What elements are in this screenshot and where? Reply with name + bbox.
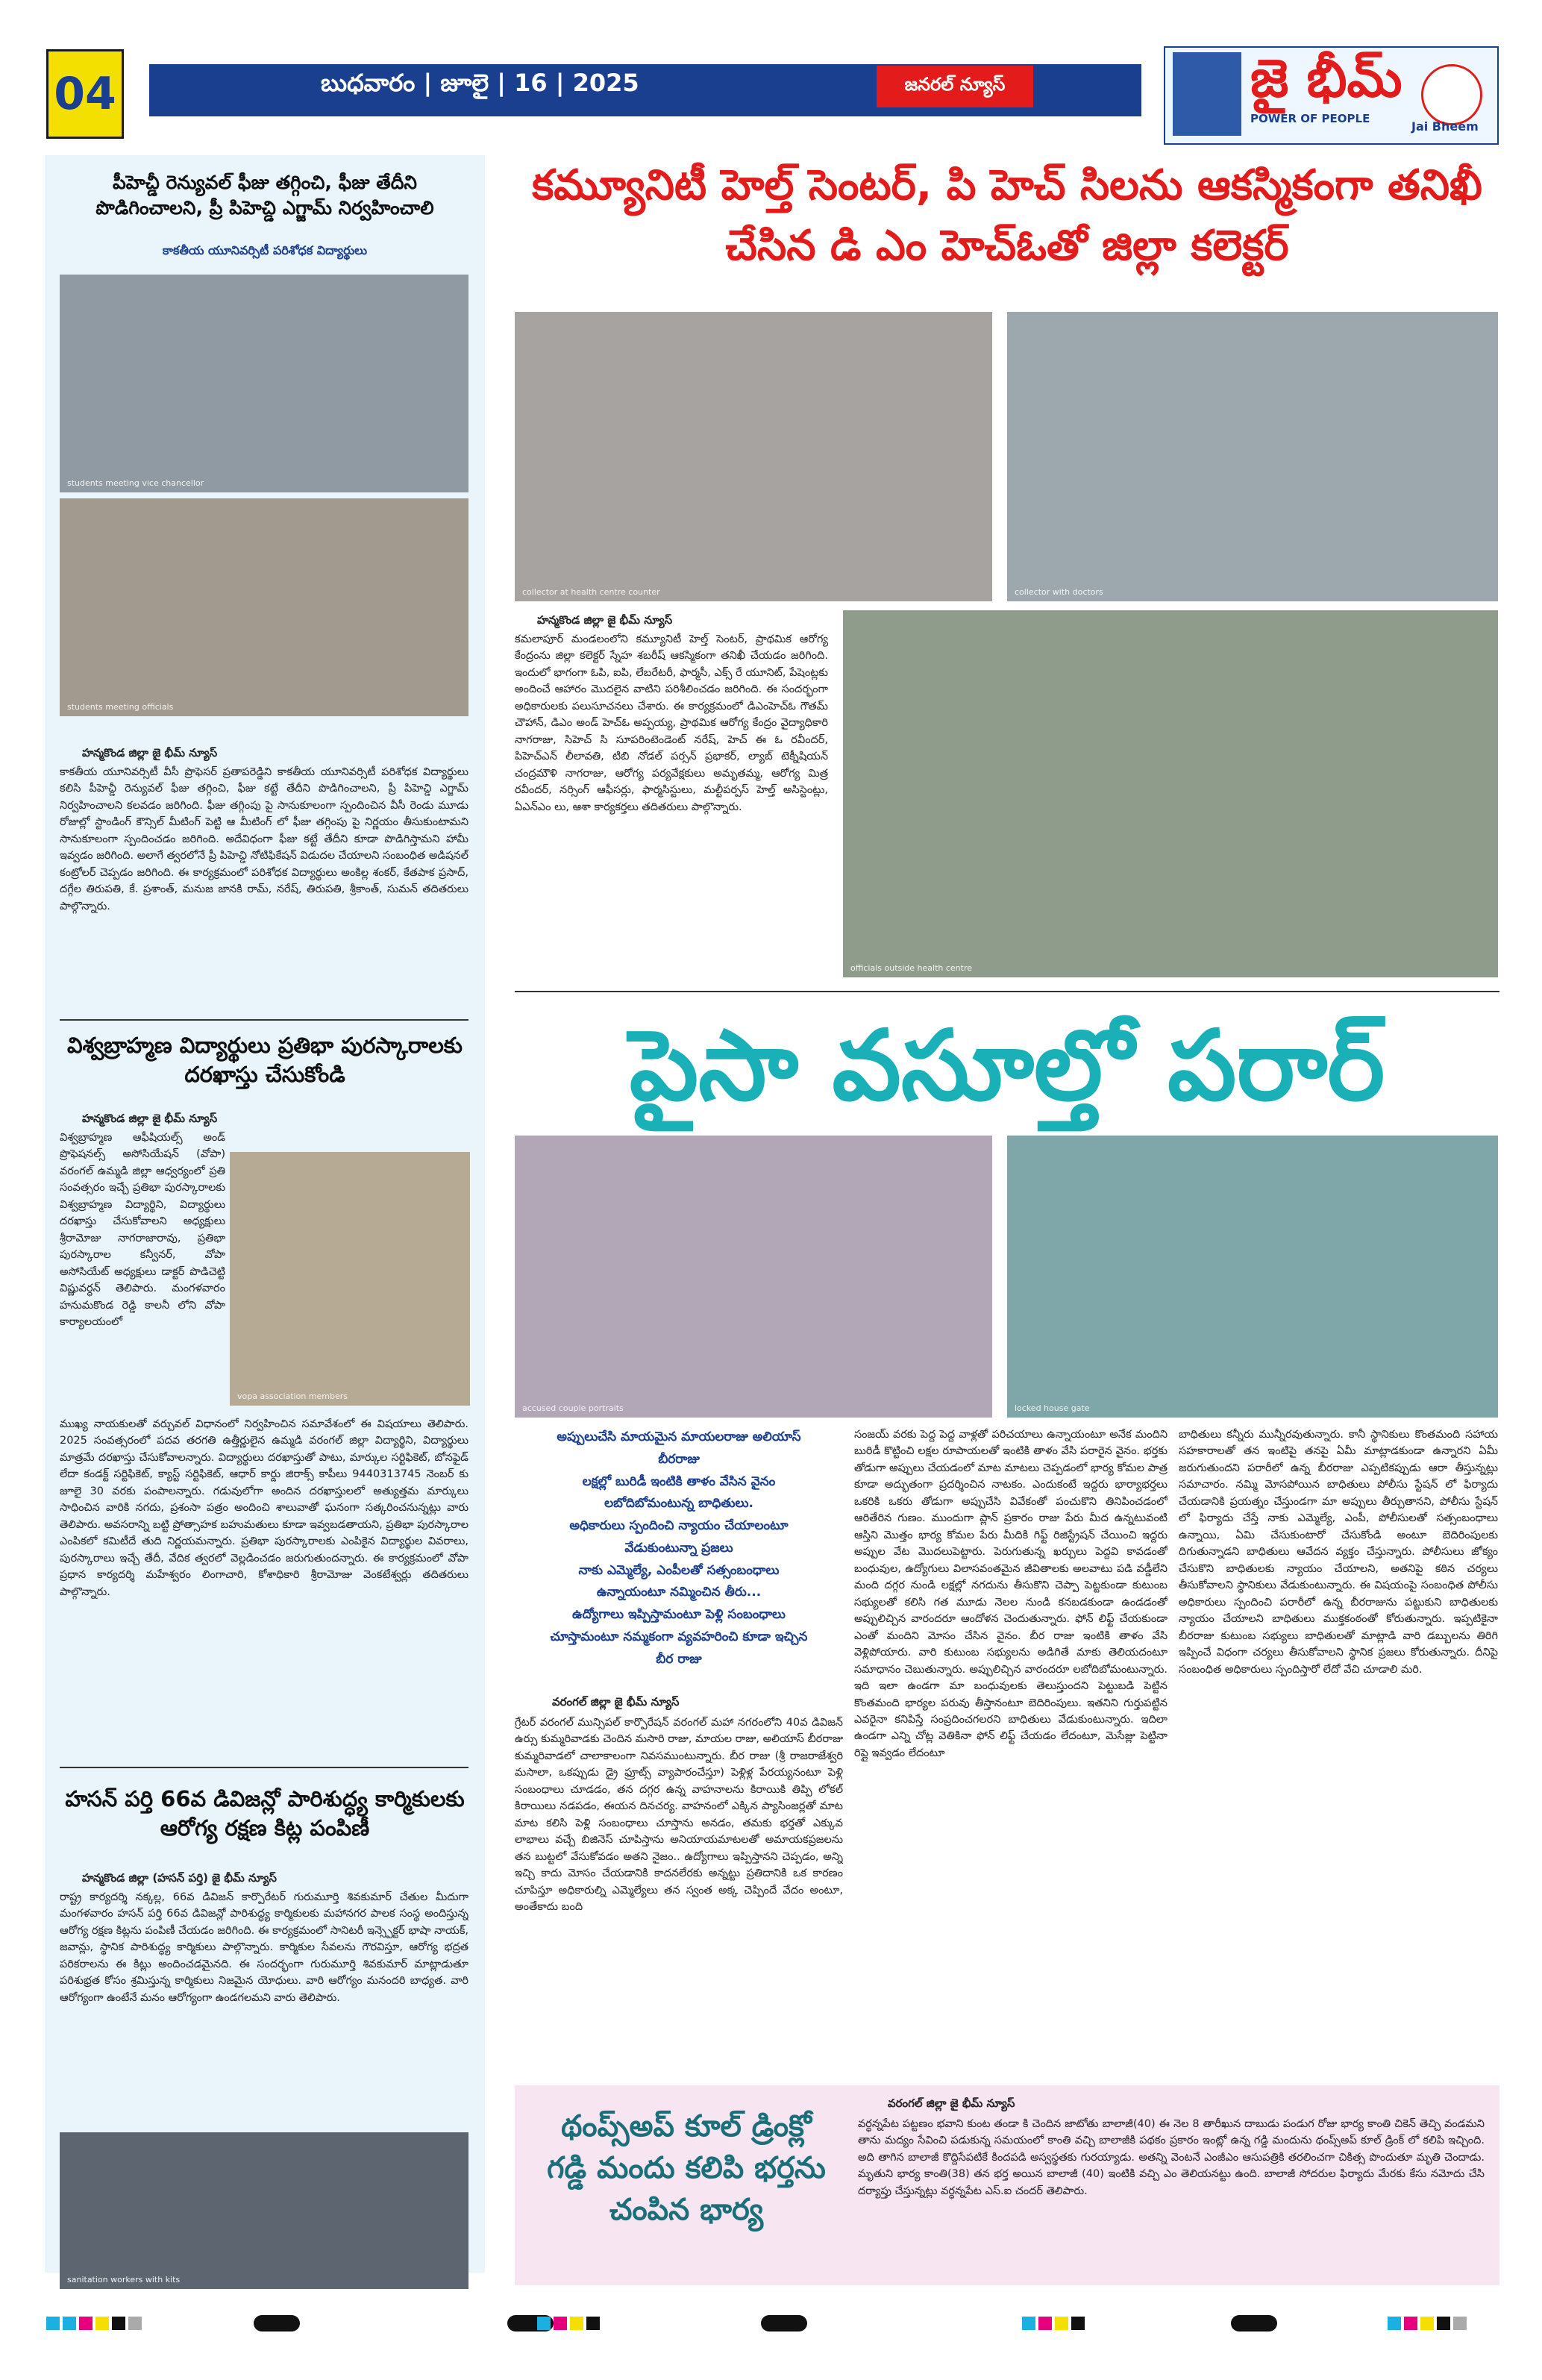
big-body-col3: బాధితులు కన్నీరు మున్నీరవుతున్నారు. కానీ స్థానికులు కొంతమంది సహాయ సహకారాలతో తన ఇంటిపై తనపై ఏమీ మాట్లాడకుండా ఉన్నారని ఏమీ జరుగుతుందని పరారీలో ఉన్న బీరరాజు ఎప్పటికప్పుడు ఆరా తీస్తున్నట్లు సమాచారం. నమ్మి మోసపోయిన బాధితులు పోలీసు స్టేషన్ లో ఫిర్యాదు చేయడానికి ప్రయత్నం చేస్తుండగా మా అప్పులు తీర్చుతానని, పోలీసు స్టేషన్ లో ఫిర్యాదు చేస్తే నాకు ఎమ్మెల్యే, ఎంపీ, పోలీసులతో సత్సంబంధాలు ఉన్నాయి, ఏమి చేసుకుంటారో చేసుకోండి అంటూ బెదిరింపులకు దిగుతున్నాడని బాధితులు ఆవేదన వ్యక్తం చేస్తున్నారు. పోలీసులు జోక్యం చేసుకొని బాధితులకు న్యాయం చేయాలని, అతనిపై కఠిన చర్యలు తీసుకోవాలని స్థానికులు వేడుకుంటున్నారు. ఈ విషయంపై సంబంధిత పోలీసు అధికారులు స్పందించి పరారీలో ఉన్న బీరరాజును పట్టుకుని బాధితులకు న్యాయం చేయాలని బాధితులు ముక్తకంఠంతో కోరుతున్నారు. ఇప్పటికైనా బీరరాజు కుటుంబ సభ్యులు బాధితులతో మాట్లాడి వారి డబ్బులను తిరిగి ఇప్పించే విధంగా చర్యలు తీసుకోవాలని స్థానిక ప్రజలు కోరుతున్నారు. దీనిపై సంబంధిత అధికారులు స్పందిస్తారో లేదో వేచి చూడాలి మరి. bbox=[1179, 1429, 1498, 1676]
page-number: 04 bbox=[46, 49, 124, 139]
regmark-magenta bbox=[1404, 2317, 1417, 2330]
regmark-magenta bbox=[79, 2317, 93, 2330]
logo-icon bbox=[1421, 64, 1482, 125]
bottom-headline: థంప్స్అప్ కూల్ డ్రింక్లో గడ్డి మందు కలిపి భర్తను చంపిన భార్య bbox=[547, 2109, 826, 2227]
pull-quote bbox=[515, 1427, 843, 1670]
photo-officials-outside: officials outside health centre bbox=[843, 610, 1498, 977]
regmark-yellow bbox=[95, 2317, 109, 2330]
divider bbox=[515, 991, 1499, 992]
pull-quote-line: చూస్తామంటూ నమ్మకంగా వ్యవహరించి కూడా ఇచ్చిన bbox=[550, 1629, 808, 1644]
regmark-black bbox=[112, 2317, 125, 2330]
story3-byline: హన్మకొండ జిల్లా (హసన్ పర్తి) జై భీమ్ న్యూస్ bbox=[82, 1871, 277, 1885]
big-body-col2: సంజయ్ వరకు పెద్ద పెద్ద వాళ్లతో పరిచయాలు ఉన్నాయంటూ అనేక మందిని బురిడీ కొట్టించి లక్షల రూపాయలతో ఇంటికి తాళం వేసి పరారైన వైనం. భర్తకు తోడుగా అప్పులు చేయడంలో మాట మాటలు చెప్పడంలో భార్య కోమల పాత్ర కూడా అద్భుతంగా ప్రదర్శించిన నాటకం. ఎందుకంటే ఇద్దరు భార్యాభర్తలు ఒకరికి ఒకరు తోడుగా అప్పుచేసి వివేకంతో పంచుకొని తినిపించడంలో ఆరితేరిన గుణం. ముందుగా ప్లాన్ ప్రకారం రాజు పేరు మీద ఉన్నటువంటి ఆస్తిని మొత్తం భార్య కోమల పేరు మీదికి గిఫ్ట్ రిజిస్ట్రేషన్ చేయించి ఇద్దరు అప్పుల వేట మొదలుపెట్టారు. పెరుగుతున్న ఖర్చులు పెద్దవి కావడంతో బంధువుల, ఉద్యోగులు విలాసవంతమైన జీవితాలకు అలవాటు పడి వడ్డీలేని మంది దగ్గర నుండి లక్షల్లో నగదును తీసుకొని చెప్పా పెట్టకుండా కుటుంబ సభ్యులతో కలిసి గత మూడు నెలల నుండి కనబడకుండా ఉండడంతో అప్పులిచ్చిన వారందరూ ఆందోళన చెందుతున్నారు. ఫోన్ లిఫ్ట్ చేయకుండా ఎంతో మందిని మోసం చేసిన వైనం. బీర రాజు ఇంటికి తాళం వేసి వెళ్లిపోయారు. వారి కుటుంబ సభ్యులను అడిగితే మాకు తెలియదంటూ సమాధానం చెబుతున్నారు. అప్పులిచ్చిన వారందరూ లబోదిబోమంటున్నారు. ఇది ఇలా ఉండగా మా బంధువులకు తెలుస్తుందని పెట్టుబడి పెట్టిన కొంతమంది భార్యల పరువు తీస్తానంటూ బెదిరింపులు. ఇతనిని గుర్తుపట్టిన ఎవరైనా కనిపిస్తే సంప్రదించగలరని బాధితులు వేడుకుంటున్నారు. ఇదిలా ఉండగా ఎన్ని చోట్ల వెతికినా ఫోన్ లిఫ్ట్ చేయడం లేదంటూ, మెసేజ్లు పెట్టినా రిప్లై ఇవ్వడం లేదంటూ bbox=[854, 1429, 1168, 1759]
regmark-black bbox=[1437, 2317, 1450, 2330]
section-tag: జనరల్ న్యూస్ bbox=[877, 66, 1033, 107]
regmark-black bbox=[1071, 2317, 1085, 2330]
big-byline: వరంగల్ జిల్లా జై భీమ్ న్యూస్ bbox=[552, 1695, 680, 1709]
pull-quote-line: లక్షల్లో బురిడీ ఇంటికి తాళం వేసిన వైనం bbox=[582, 1474, 776, 1489]
regmark-oval bbox=[761, 2315, 807, 2332]
bottom-byline: వరంగల్ జిల్లా జై భీమ్ న్యూస్ bbox=[888, 2096, 1015, 2110]
photo-vopa-members: vopa association members bbox=[230, 1152, 470, 1406]
story3-headline: హసన్ పర్తి 66వ డివిజన్లో పారిశుద్ధ్య కార్మికులకు ఆరోగ్య రక్షణ కిట్ల పంపిణీ bbox=[65, 1786, 465, 1841]
photo-sanitation-workers: sanitation workers with kits bbox=[60, 2132, 468, 2289]
photo-students-vc: students meeting vice chancellor bbox=[60, 275, 468, 492]
story1-headline: పీహెచ్డీ రెన్యువల్ ఫీజు తగ్గించి, ఫీజు తేదీని పొడిగించాలని, ప్రీ పిహెచ్డి ఎగ్జామ్ నిర్వహించాలి bbox=[95, 172, 434, 219]
regmark-grey bbox=[128, 2317, 142, 2330]
regmark-cyan bbox=[63, 2317, 76, 2330]
big-body-col1: గ్రేటర్ వరంగల్ మున్సిపల్ కార్పొరేషన్ వరంగల్ మహా నగరంలోని 40వ డివిజన్ ఉర్సు కుమ్మరివాడకు చెందిన మసారి రాజు, మాయల రాజు, అలియాస్ బీరరాజు కుమ్మరివాడలో చాలాకాలంగా నివసముంటున్నారు. బీర రాజు (శ్రీ రాజరాజేశ్వరి మసాలా, ఒకప్పుడు డ్రై ఫ్రూట్స్ వ్యాపారంచేస్తూ) పెళ్లిళ్ల పేరయ్యనంటూ పెళ్లి సంబంధాలు చూడడం, తన దగ్గర ఉన్న వాహనాలను కిరాయికి తిప్పి లోకల్ కిరాయిలు నడపడం, ఈయన దినచర్య. వాహనంలో ఎక్కిన ప్యాసింజర్లతో మాట మాట కలిసి పెళ్లి సంబంధాలు చూస్తాను అనడం, తమకు భర్తతో ఎక్కువ లాభాలు వచ్చే బిజినెస్ చూపిస్తాను అనియాయమాటలతో అమాయకప్రజలను తన బుట్టలో వేసుకోవడం అతని నైజం.. ఉద్యోగాలు ఇప్పిస్తానని చెప్పడం, అన్ని ఇచ్చి కాదు మోసం చేయడానికి కాదనలేరకు అన్నట్టు ప్రతిదానికి ఒక కారణం చూపిస్తూ అధికారుల్ని ఎమ్మెల్యేలు తన స్వంత అక్క చెప్పిందే వేదం అంటూ, అంతేకాదు బంది bbox=[515, 1717, 843, 1914]
pull-quote-line: అధికారులు స్పందించి న్యాయం చేయాలంటూ bbox=[569, 1518, 789, 1533]
issue-date: బుధవారం | జూలై | 16 | 2025 bbox=[321, 69, 639, 97]
photo-collector-doctors: collector with doctors bbox=[1007, 312, 1498, 601]
regmark-yellow bbox=[1055, 2317, 1068, 2330]
logo-text: Jai Bheem bbox=[1411, 119, 1479, 134]
big-headline: పైసా వసూల్తో పరార్ bbox=[629, 1009, 1385, 1122]
pull-quote-line: బీరరాజు bbox=[658, 1451, 700, 1467]
main-headline: కమ్యూనిటీ హెల్త్ సెంటర్, పి హెచ్ సిలను ఆకస్మికంగా తనిఖీ చేసిన డి ఎం హెచ్ఓతో జిల్లా కలెక్టర్ bbox=[532, 161, 1482, 271]
main-body: కమలాపూర్ మండలంలోని కమ్యూనిటీ హెల్త్ సెంటర్, ప్రాథమిక ఆరోగ్య కేంద్రంను జిల్లా కలెక్టర్ స్నేహ శబరీష్ ఆకస్మికంగా తనిఖీ చేయడం జరిగింది. ఇందులో భాగంగా ఓపి, ఐపి, లేబరేటరీ, ఫార్మసీ, ఎక్స్ రే యూనిట్, పేషెంట్లకు అందించే ఆహారం మొదలైన వాటిని పరిశీలించడం జరిగింది. ఈ సందర్భంగా అధికారులకు పలుసూచనలు చేశారు. ఈ కార్యక్రమంలో డిఎంహెచ్ఓ గౌతమ్ చౌహాన్, డిఎం అండ్ హెచ్ఓ అప్పయ్య, ప్రాథమిక ఆరోగ్య కేంద్రం వైద్యాధికారి నాగరాజు, సిహెచ్ సి సూపరింటెండెంట్ నరేష్, హెచ్ ఈ ఓ రవీందర్, పిహెచ్ఎన్ లీలావతి, టిబి నోడల్ పర్సన్ ప్రభాకర్, ల్యాబ్ టెక్నీషియన్ చంద్రమౌళి నాగరాజు, ఆరోగ్య పర్యవేక్షకులు అమృతమ్మ, ఆరోగ్య మిత్ర రవీందర్, నర్సింగ్ ఆఫీసర్లు, ఫార్మసిస్టులు, మల్టీపర్పస్ హెల్త్ అసిస్టెంట్లు, ఏఎన్ఎం లు, ఆశా కార్యకర్తలు తదితరులు పాల్గొన్నారు. bbox=[515, 633, 828, 813]
regmark-yellow bbox=[570, 2317, 583, 2330]
masthead-title: జై భీమ్ bbox=[1250, 48, 1402, 109]
pull-quote-line: ఉద్యోగాలు ఇప్పిస్తామంటూ పెళ్లి సంబంధాలు bbox=[572, 1607, 786, 1622]
regmark-yellow bbox=[1420, 2317, 1434, 2330]
story2-body-side: విశ్వబ్రాహ్మణ ఆఫీషియల్స్ అండ్ ప్రొఫెషనల్స్ అసోసియేషన్ (వోపా) వరంగల్ ఉమ్మడి జిల్లా ఆధ్వర్యంలో ప్రతి సంవత్సరం ఇచ్చే ప్రతిభా పురస్కారాలకు విశ్వబ్రాహ్మణ విద్యార్థిని, విద్యార్థులు దరఖాస్తు చేసుకోవాలని అధ్యక్షులు శ్రీరామోజు నాగరాజారావు, ప్రతిభా పురస్కారాల కన్వీనర్, వోపా అసోసియేట్ అధ్యక్షులు డాక్టర్ పొడిచెట్టి విష్ణువర్ధన్ తెలిపారు. మంగళవారం హనుమకొండ రెడ్డి కాలనీ లోని వోపా కార్యాలయంలో bbox=[60, 1132, 225, 1329]
pull-quote-line: అప్పులుచేసి మాయమైన మాయలరాజు అలియాస్ bbox=[557, 1429, 801, 1444]
photo-accused-couple: accused couple portraits bbox=[515, 1136, 992, 1418]
regmark-magenta bbox=[554, 2317, 567, 2330]
story3-body: రాష్ట్ర కార్యదర్శి నక్కల్ల, 66వ డివిజన్ కార్పొరేటర్ గురుమూర్తి శివకుమార్ చేతుల మీదుగా మంగళవారం హసన్ పర్తి 66వ డివిజన్లో పారిశుద్ధ్య కార్మికులకు మహానగర పాలక సంస్థ అందిస్తున్న ఆరోగ్య రక్షణ కిట్లను పంపిణీ చేయడం జరిగింది. ఈ కార్యక్రమంలో సానిటరీ ఇన్స్పెక్టర్ భాషా నాయక్, జవాన్లు, స్థానిక పారిశుద్ధ్య కార్మికులు పాల్గొన్నారు. కార్మికుల సేవలను గౌరవిస్తూ, ఆరోగ్య భద్రత పరికరాలను ఈ కిట్లు అందించడమైనది. ఈ సందర్భంగా గురుమూర్తి శివకుమార్ మాట్లాడుతూ పరిశుభ్రత కోసం శ్రమిస్తున్న కార్మికులు నిజమైన యోధులు. వారి ఆరోగ్యం మనందరి బాధ్యత. వారి ఆరోగ్యంగా ఉంటేనే మనం ఆరోగ్యంగా ఉండగలమని వారు తెలిపారు. bbox=[60, 1891, 468, 2004]
story1-kicker: కాకతీయ యూనివర్సిటీ పరిశోధక విద్యార్థులు bbox=[162, 243, 368, 257]
photo-collector-counter: collector at health centre counter bbox=[515, 312, 992, 601]
story1-body: కాకతీయ యూనివర్సిటీ వీసీ ప్రొఫెసర్ ప్రతాపరెడ్డిని కాకతీయ యూనివర్సిటీ పరిశోధక విద్యార్థులు కలిసి పీహెచ్డీ రెన్యువల్ ఫీజు తగ్గించి, ఫీజు కట్టే తేదీని పొడిగించాలని, ప్రీ పిహెచ్డి ఎగ్జామ్ నిర్వహించాలని కలవడం జరిగింది. ఫీజు తగ్గింపు పై సానుకూలంగా స్పందించిన వీసీ రెండు మూడు రోజుల్లో స్టాండింగ్ కౌన్సిల్ మీటింగ్ పెట్టి ఆ మీటింగ్ లో ఫీజు తగ్గింపు పై నిర్ణయం తీసుకుంటామని సానుకూలంగా స్పందించడం జరిగింది. అదేవిధంగా ఫీజు కట్టే తేదీని కూడా పొడిగిస్తామని హామీ ఇవ్వడం జరిగింది. అలాగే త్వరలోనే ప్రీ పిహెచ్డి నోటిఫికేషన్ విడుదల చేయాలని సంబంధిత అడిషనల్ కంట్రోలర్ చెప్పడం జరిగింది. ఈ కార్యక్రమంలో పరిశోధక విద్యార్థులు అంకిల్ల శంకర్, కేతపాక ప్రసాద్, దగ్గేల తిరుపతి, కే. ప్రశాంత్, మనుజ జానకి రామ్, నరేష్, తిరుపతి, శ్రీకాంత్, సుమన్ తదితరులు పాల్గొన్నారు. bbox=[60, 766, 468, 912]
story2-headline: విశ్వబ్రాహ్మణ విద్యార్థులు ప్రతిభా పురస్కారాలకు దరఖాస్తు చేసుకోండి bbox=[67, 1033, 463, 1088]
photo-students-officials: students meeting officials bbox=[60, 498, 468, 716]
story2-byline: హన్మకొండ జిల్లా జై భీమ్ న్యూస్ bbox=[82, 1112, 218, 1125]
story2-body: ముఖ్య నాయకులతో వర్చువల్ విధానంలో నిర్వహించిన సమావేశంలో ఈ విషయాలు తెలిపారు. 2025 సంవత్సరంలో పదవ తరగతి ఉత్తీర్ణులైన ఉమ్మడి వరంగల్ జిల్లా విద్యార్థిని, విద్యార్థులు మాత్రమే దరఖాస్తు చేసుకోవాలన్నారు. విద్యార్థులు దరఖాస్తుతో పాటు, మార్కుల సర్టిఫికెట్, బోనఫైడ్ లేదా కండక్ట్ సర్టిఫికెట్, క్యాస్ట్ సర్టిఫికెట్, ఆధార్ కార్డు జిరాక్స్ కాపీలు 9440313745 నెంబర్ కు జూలై 30 వరకు పంపాలన్నారు. గడువులోగా అందిన దరఖాస్తులలో అత్యుత్తమ మార్కులు సాధించిన వారికి నగదు, ప్రశంసా పత్రం అందించి శాలువాతో ఘనంగా సత్కరించనున్నట్లు వారు తెలిపారు. అవసరాన్ని బట్టి ప్రోత్సాహక బహుమతులు కూడా ఇవ్వబడతాయని, ప్రతిభా పురస్కారాల ఎంపికలో కమిటీదే తుది నిర్ణయమన్నారు. ప్రతిభా పురస్కారాలకు ఎంపికైన విద్యార్థుల వివరాలు, పురస్కారాలు ఇచ్చే తేదీ, వేదిక త్వరలో వెల్లడించడం జరుగుతుందన్నారు. ఈ కార్యక్రమంలో వోపా ప్రధాన కార్యదర్శి మహేశ్వరం లింగాచారి, కోశాధికారి శ్రీరామోజు వెంకటేశ్వర్లు తదితరులు పాల్గొన్నారు. bbox=[60, 1418, 468, 1598]
regmark-magenta bbox=[1038, 2317, 1052, 2330]
regmark-oval bbox=[254, 2315, 300, 2332]
pull-quote-line: ఉన్నాయంటూ నమ్మించిన తీరు... bbox=[596, 1585, 762, 1600]
pull-quote-line: లబోదిబోమంటున్న బాధితులు. bbox=[604, 1496, 753, 1512]
story1-byline: హన్మకొండ జిల్లా జై భీమ్ న్యూస్ bbox=[82, 746, 218, 760]
masthead-portrait bbox=[1173, 52, 1241, 136]
regmark-cyan bbox=[46, 2317, 60, 2330]
regmark-cyan bbox=[1388, 2317, 1401, 2330]
bottom-body: వర్ధన్నపేట పట్టణం భవాని కుంట తండా కి చెందిన జాటోతు బాలాజీ(40) ఈ నెల 8 తారీఖున దాబుడు పండుగ రోజు భార్య కాంతి చికెన్ తెచ్చి వండమని తాను మద్యం సేవించి పడుకున్న సమయంలో కాంతి వచ్చి బాలాజీకి పథకం ప్రకారం ఇంట్లో ఉన్న గడ్డి మందును థంప్స్అప్ కూల్ డ్రింక్ లో కలిపి ఇచ్చింది. అది తాగిన బాలాజీ కొద్దిసేపటికే కిందపడి అస్వస్థతకు గురయ్యాడు. అతన్ని వెంటనే ఎంజీఎం ఆసుపత్రికి తరలించగా చికిత్స పొందుతూ మృతి చెందాడు. మృతుని భార్య కాంతి(38) తన భర్త అయిన బాలాజీ (40) ఇంటికి వచ్చి ఎం తెలియనట్టు ఉంది. బాలాజీ సోదరుల ఫిర్యాదు మేరకు కేసు నమోదు చేసి దర్యాప్తు చేస్తున్నట్లు వర్ధన్నపేట ఎస్.ఐ చందర్ తెలిపారు. bbox=[858, 2118, 1485, 2197]
pull-quote-line: వేడుకుంటున్నా ప్రజలు bbox=[624, 1540, 733, 1556]
divider bbox=[60, 1767, 468, 1768]
masthead-subtitle: POWER OF PEOPLE bbox=[1250, 112, 1370, 125]
regmark-black bbox=[586, 2317, 600, 2330]
main-byline: హన్మకొండ జిల్లా జై భీమ్ న్యూస్ bbox=[537, 613, 673, 627]
photo-locked-house: locked house gate bbox=[1007, 1136, 1498, 1418]
regmark-cyan bbox=[537, 2317, 551, 2330]
pull-quote-line: నాకు ఎమ్మెల్యే, ఎంపీలతో సత్సంబంధాలు bbox=[578, 1562, 780, 1578]
pull-quote-line: బీర రాజు bbox=[656, 1651, 702, 1667]
regmark-oval bbox=[1231, 2315, 1277, 2332]
regmark-cyan bbox=[1022, 2317, 1035, 2330]
regmark-grey bbox=[1453, 2317, 1467, 2330]
divider bbox=[60, 1019, 468, 1021]
